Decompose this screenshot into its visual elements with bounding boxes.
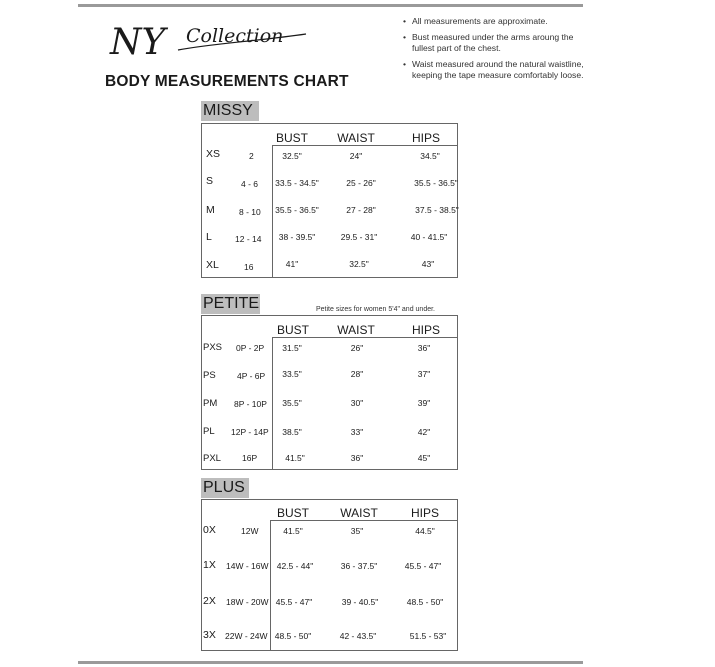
size-number: 16P: [242, 453, 258, 463]
hips-value: 43": [421, 259, 435, 269]
bust-value: 42.5 - 44": [276, 561, 314, 571]
size-number: 18W - 20W: [226, 597, 269, 607]
petite-table: [201, 315, 458, 470]
hips-value: 42": [417, 427, 431, 437]
column-header-bust: BUST: [275, 131, 309, 145]
petite-note: Petite sizes for women 5'4" and under.: [316, 306, 435, 313]
hips-value: 51.5 - 53": [409, 631, 447, 641]
size-label: 3X: [203, 629, 216, 641]
svg-text:NY: NY: [110, 22, 166, 63]
waist-value: 26": [350, 343, 364, 353]
column-header-hips: HIPS: [411, 131, 441, 145]
header-divider: [272, 337, 457, 338]
bottom-rule: [78, 661, 583, 664]
section-label-petite: PETITE: [203, 295, 260, 312]
size-number: 2: [249, 151, 254, 161]
size-label: PM: [203, 398, 218, 409]
waist-value: 32.5": [349, 259, 369, 269]
size-label: PXL: [203, 453, 221, 464]
size-number: 14W - 16W: [226, 561, 269, 571]
column-divider: [272, 145, 273, 277]
hips-value: 37.5 - 38.5": [415, 205, 459, 215]
column-header-hips: HIPS: [411, 323, 441, 337]
bust-value: 33.5 - 34.5": [275, 178, 319, 188]
size-label: XL: [206, 259, 219, 271]
hips-value: 40 - 41.5": [410, 232, 448, 242]
column-header-waist: WAIST: [337, 323, 375, 337]
size-number: 4 - 6: [241, 179, 259, 189]
size-number: 22W - 24W: [225, 631, 268, 641]
note-item: • Bust measured under the arms aroung the fullest part of the chest.: [403, 32, 588, 54]
waist-value: 24": [349, 151, 363, 161]
bust-value: 41.5": [283, 526, 303, 536]
hips-value: 44.5": [415, 526, 435, 536]
hips-value: 37": [417, 369, 431, 379]
bust-value: 41": [285, 259, 299, 269]
column-header-hips: HIPS: [410, 506, 440, 520]
size-number: 12P - 14P: [231, 427, 269, 437]
page-title: BODY MEASUREMENTS CHART: [105, 73, 349, 90]
waist-value: 36 - 37.5": [340, 561, 378, 571]
hips-value: 39": [417, 398, 431, 408]
size-label: 2X: [203, 595, 216, 607]
waist-value: 42 - 43.5": [339, 631, 377, 641]
size-number: 16: [244, 262, 254, 272]
hips-value: 34.5": [420, 151, 440, 161]
waist-value: 35": [350, 526, 364, 536]
bust-value: 35.5 - 36.5": [275, 205, 319, 215]
column-divider: [272, 337, 273, 469]
column-header-waist: WAIST: [337, 131, 375, 145]
plus-table: [201, 499, 458, 651]
header-divider: [270, 520, 457, 521]
bust-value: 41.5": [285, 453, 305, 463]
bust-value: 32.5": [282, 151, 302, 161]
waist-value: 33": [350, 427, 364, 437]
note-item: • Waist measured around the natural waistline, keeping the tape measure comfortably loose.: [403, 59, 588, 81]
measurement-notes: [403, 16, 588, 86]
bust-value: 33.5": [282, 369, 302, 379]
waist-value: 39 - 40.5": [341, 597, 379, 607]
missy-table: [201, 123, 458, 278]
bust-value: 38 - 39.5": [278, 232, 316, 242]
bust-value: 35.5": [282, 398, 302, 408]
size-label: PS: [203, 370, 216, 381]
column-header-bust: BUST: [276, 323, 310, 337]
hips-value: 48.5 - 50": [406, 597, 444, 607]
bust-value: 48.5 - 50": [274, 631, 312, 641]
note-item: • All measurements are approximate.: [403, 16, 588, 27]
waist-value: 25 - 26": [346, 178, 376, 188]
hips-value: 35.5 - 36.5": [414, 178, 458, 188]
header-divider: [272, 145, 457, 146]
size-number: 4P - 6P: [237, 371, 266, 381]
size-number: 12 - 14: [235, 234, 262, 244]
bust-value: 31.5": [282, 343, 302, 353]
waist-value: 27 - 28": [346, 205, 376, 215]
column-header-waist: WAIST: [340, 506, 378, 520]
waist-value: 30": [350, 398, 364, 408]
size-label: XS: [206, 148, 221, 160]
size-label: S: [206, 175, 214, 187]
size-number: 12W: [241, 526, 259, 536]
size-number: 8 - 10: [239, 207, 261, 217]
waist-value: 36": [350, 453, 364, 463]
size-label: L: [206, 231, 212, 243]
ny-collection-logo: [108, 14, 313, 74]
waist-value: 28": [350, 369, 364, 379]
size-label: M: [206, 204, 215, 216]
column-header-bust: BUST: [276, 506, 310, 520]
section-label-missy: MISSY: [201, 101, 259, 121]
section-label-plus: PLUS: [201, 478, 249, 498]
bust-value: 38.5": [282, 427, 302, 437]
size-number: 0P - 2P: [236, 343, 265, 353]
size-label: PL: [203, 426, 215, 437]
size-label: 1X: [203, 559, 216, 571]
bust-value: 45.5 - 47": [275, 597, 313, 607]
size-number: 8P - 10P: [234, 399, 267, 409]
size-label: PXS: [203, 342, 223, 353]
hips-value: 36": [417, 343, 431, 353]
svg-text:Collection: Collection: [186, 25, 284, 47]
waist-value: 29.5 - 31": [340, 232, 378, 242]
hips-value: 45": [417, 453, 431, 463]
top-rule: [78, 4, 583, 7]
column-divider: [270, 520, 271, 650]
hips-value: 45.5 - 47": [404, 561, 442, 571]
size-label: 0X: [203, 524, 216, 536]
